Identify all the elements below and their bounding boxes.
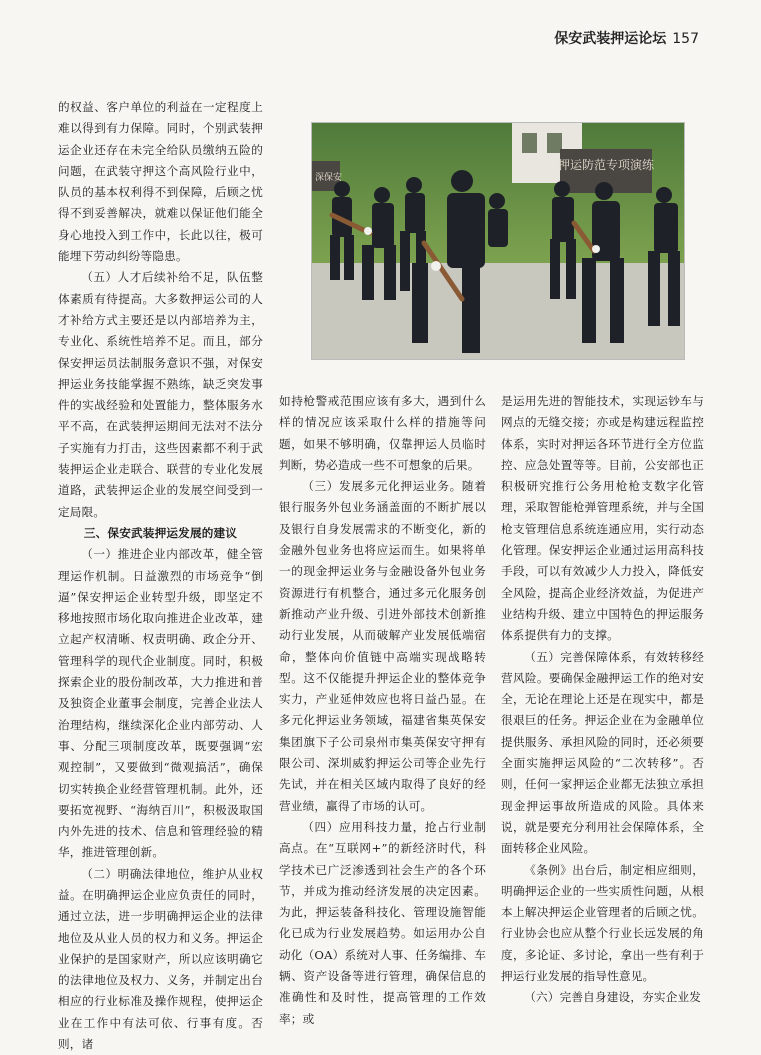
column-2 (279, 391, 486, 1030)
paragraph: 的权益、客户单位的利益在一定程度上难以得到有力保障。同时，个别武装押运企业还存在未完全给队员缴纳五险的问题，在武装守押这个高风险行业中，队员的基本权利得不到保障，后顾之忧得不到妥善解决，就难以保证他们能全身心地投入到工作中，长此以往，极可能埋下劳动纠纷等隐患。 (58, 100, 263, 264)
paragraph: （四）应用科技力量，抢占行业制高点。在“互联网+”的新经济时代，科学技术已广泛渗透到社会生产的各个环节，并成为推动经济发展的决定因素。为此，押运装备科技化、管理设施智能化已成为行业发展趋势。如运用办公自动化（OA）系统对人事、任务编排、车辆、资产设备等进行管理，确保信息的准确性和及时性，提高管理的工作效率；或 (279, 819, 486, 1026)
page-number: 157 (672, 31, 699, 47)
paragraph: （三）发展多元化押运业务。随着银行服务外包业务涵盖面的不断扩展以及银行自身发展需求的不断变化，新的金融外包业务也将应运而生。如果将单一的现金押运业务与金融设备外包业务资源进行有机整合，通过多元化服务创新推动产业升级、引进外部技术创新推动行业发展，从而破解产业发展低端宿命，整体向价值链中高端实现战略转型。这不仅能提升押运企业的整体竞争实力，产业延伸效应也将日益凸显。在多元化押运业务领域，福建省集英保安集团旗下子公司泉州市集英保安守押有限公司、深圳威豹押运公司等企业先行先试，并在相关区域内取得了良好的经营业绩，赢得了市场的认可。 (279, 479, 486, 813)
paragraph: （五）完善保障体系，有效转移经营风险。要确保金融押运工作的绝对安全，无论在理论上还是在现实中，都是很艰巨的任务。押运企业在为金融单位提供服务、承担风险的同时，还必须要全面实施押运风险的“二次转移”。否则，任何一家押运企业都无法独立承担现金押运事故所造成的风险。具体来说，就是要充分利用社会保障体系，全面转移企业风险。 (501, 649, 704, 856)
column-1 (58, 97, 263, 1055)
running-header (554, 28, 699, 48)
banner-right-text: 押运防范专项演练 (557, 158, 655, 172)
paragraph: （六）完善自身建设，夯实企业发 (524, 990, 702, 1005)
training-photo (311, 122, 685, 360)
paragraph: 《条例》出台后，制定相应细则，明确押运企业的一些实质性问题，从根本上解决押运企业管理者的后顾之忧。行业协会也应从整个行业长远发展的角度，多论证、多讨论，拿出一些有利于押运行业发展的指导性意见。 (501, 862, 704, 984)
paragraph: （五）人才后续补给不足，队伍整体素质有待提高。大多数押运公司的人才补给方式主要还是以内部培养为主，专业化、系统性培养不足。而且，部分保安押运员法制服务意识不强，对保安押运业务技能掌握不熟练，缺乏突发事件的实战经验和处置能力，整体服务水平不高，在武装押运期间无法对不法分子实施有力打击，这些因素都不利于武装押运企业走联合、联营的专业化发展道路，武装押运企业的发展空间受到一定局限。 (58, 270, 263, 519)
banner-left-text: 深保安 (315, 173, 343, 183)
column-3 (501, 391, 704, 1009)
journal-section-title: 保安武装押运论坛 (554, 31, 667, 47)
paragraph: 是运用先进的智能技术，实现运钞车与网点的无缝交接；亦或是构建远程监控体系，实时对押运各环节进行全方位监控、应急处置等等。目前，公安部也正积极研究推行公务用枪枪支数字化管理，采取智能枪弹管理系统，并与全国枪支管理信息系统连通应用，实行动态化管理。保安押运企业通过运用高科技手段，可以有效减少人力投入，降低安全风险，提高企业经济效益，为促进产业结构升级、建立中国特色的押运服务体系提供有力的支撑。 (501, 394, 704, 643)
training-photo-icon (312, 123, 684, 359)
paragraph: （二）明确法律地位，维护从业权益。在明确押运企业应负责任的同时，通过立法，进一步明确押运企业的法律地位及从业人员的权力和义务。押运企业保护的是国家财产，所以应该明确它的法律地位及权力、义务，并制定出台相应的行业标准及操作规程，使押运企业在工作中有法可依、行事有度。否则，诸 (58, 866, 263, 1052)
paragraph: 如持枪警戒范围应该有多大，遇到什么样的情况应该采取什么样的措施等问题，如果不够明确，仅靠押运人员临时判断，势必造成一些不可想象的后果。 (279, 394, 486, 472)
paragraph: （一）推进企业内部改革，健全管理运作机制。日益激烈的市场竞争“倒逼”保安押运企业转型升级，即坚定不移地按照市场化取向推进企业改革，建立起产权清晰、权责明确、政企分开、管理科学的现代企业制度。同时，积极探索企业的股份制改革，大力推进和普及独资企业董事会制度，完善企业法人治理结构，继续深化企业内部劳动、人事、分配三项制度改革，既要强调“宏观控制”，又要做到“微观搞活”，确保切实转换企业经营管理机制。此外，还要拓宽视野、“海纳百川”，积极汲取国内外先进的技术、信息和管理经验的精华，推进管理创新。 (58, 547, 263, 860)
section-heading: 三、保安武装押运发展的建议 (83, 525, 238, 540)
